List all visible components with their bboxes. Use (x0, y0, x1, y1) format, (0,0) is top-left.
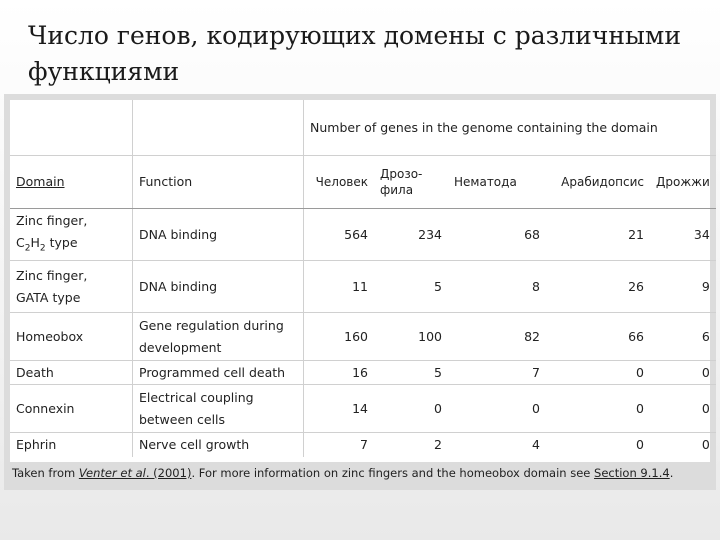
function-cell: Gene regulation during development (133, 313, 304, 361)
value-cell: 7 (448, 361, 546, 385)
organism-header: Нематода (448, 156, 546, 209)
domain-name: Connexin (10, 385, 133, 433)
value-cell: 0 (701, 436, 710, 452)
domain-name: Zinc finger, (16, 267, 88, 283)
genes-table (10, 100, 716, 457)
table-group-header-row (10, 100, 716, 156)
function-cell: DNA binding (133, 209, 304, 261)
value-cell: 14 (304, 385, 375, 433)
reference-link[interactable]: Venter et al. (2001) (78, 466, 192, 480)
function-cell: Electrical coupling between cells (133, 385, 304, 433)
value-cell: 5 (374, 261, 448, 313)
table-source-note: Taken from Venter et al. (2001). For more information on zinc fingers and the homeobox domain see Section 9.1.4. (12, 466, 674, 480)
function-cell: Nerve cell growth (133, 433, 304, 457)
value-cell: 5 (374, 361, 448, 385)
table-row (10, 361, 716, 385)
domain-name: Homeobox (10, 313, 133, 361)
value-cell: 0 (650, 385, 716, 433)
value-cell: 2 (434, 436, 442, 452)
slide-title: Число генов, кодирующих домены с различными функциями (28, 21, 682, 86)
domain-subtype: GATA type (16, 289, 81, 305)
value-cell: 82 (448, 313, 546, 361)
domain-name: Zinc finger, (16, 212, 88, 228)
value-cell: 160 (304, 313, 375, 361)
value-cell: 26 (546, 261, 650, 313)
section-link[interactable]: Section 9.1.4 (594, 466, 670, 480)
organism-header: Арабидопсис (546, 156, 650, 209)
organism-header: Дрозо-фила (374, 156, 448, 209)
table-row (10, 385, 716, 433)
value-cell: 4 (532, 436, 540, 452)
function-column-header: Function (133, 156, 304, 209)
value-cell: 6 (650, 313, 716, 361)
function-cell: DNA binding (133, 261, 304, 313)
domain-name: Death (10, 361, 133, 385)
value-cell: 16 (304, 361, 375, 385)
organism-header: Человек (304, 156, 375, 209)
value-cell: 8 (448, 261, 546, 313)
value-cell: 7 (360, 436, 368, 452)
value-cell: 0 (650, 361, 716, 385)
table-row (10, 433, 716, 457)
value-cell: 68 (448, 209, 546, 261)
organism-header: Дрожжи (650, 156, 716, 209)
value-cell: 0 (374, 385, 448, 433)
domain-subtype: $C_2H_2$ type (16, 234, 78, 254)
value-cell: 234 (374, 209, 448, 261)
value-cell: 34 (650, 209, 716, 261)
value-cell: 66 (546, 313, 650, 361)
table-row (10, 313, 716, 361)
function-cell: Programmed cell death (133, 361, 304, 385)
value-cell: 0 (636, 436, 644, 452)
value-cell: 21 (546, 209, 650, 261)
domain-name: Ephrin (10, 433, 133, 457)
domain-column-header: Domain (16, 174, 65, 189)
value-cell: 564 (304, 209, 375, 261)
table-row (10, 261, 716, 313)
value-cell: 11 (304, 261, 375, 313)
table-column-header-row (10, 156, 716, 209)
value-cell: 100 (374, 313, 448, 361)
value-cell: 0 (546, 361, 650, 385)
table-row (10, 209, 716, 261)
value-cell: 0 (546, 385, 650, 433)
value-cell: 0 (448, 385, 546, 433)
group-header: Number of genes in the genome containing the domain (304, 100, 716, 156)
value-cell: 9 (650, 261, 716, 313)
